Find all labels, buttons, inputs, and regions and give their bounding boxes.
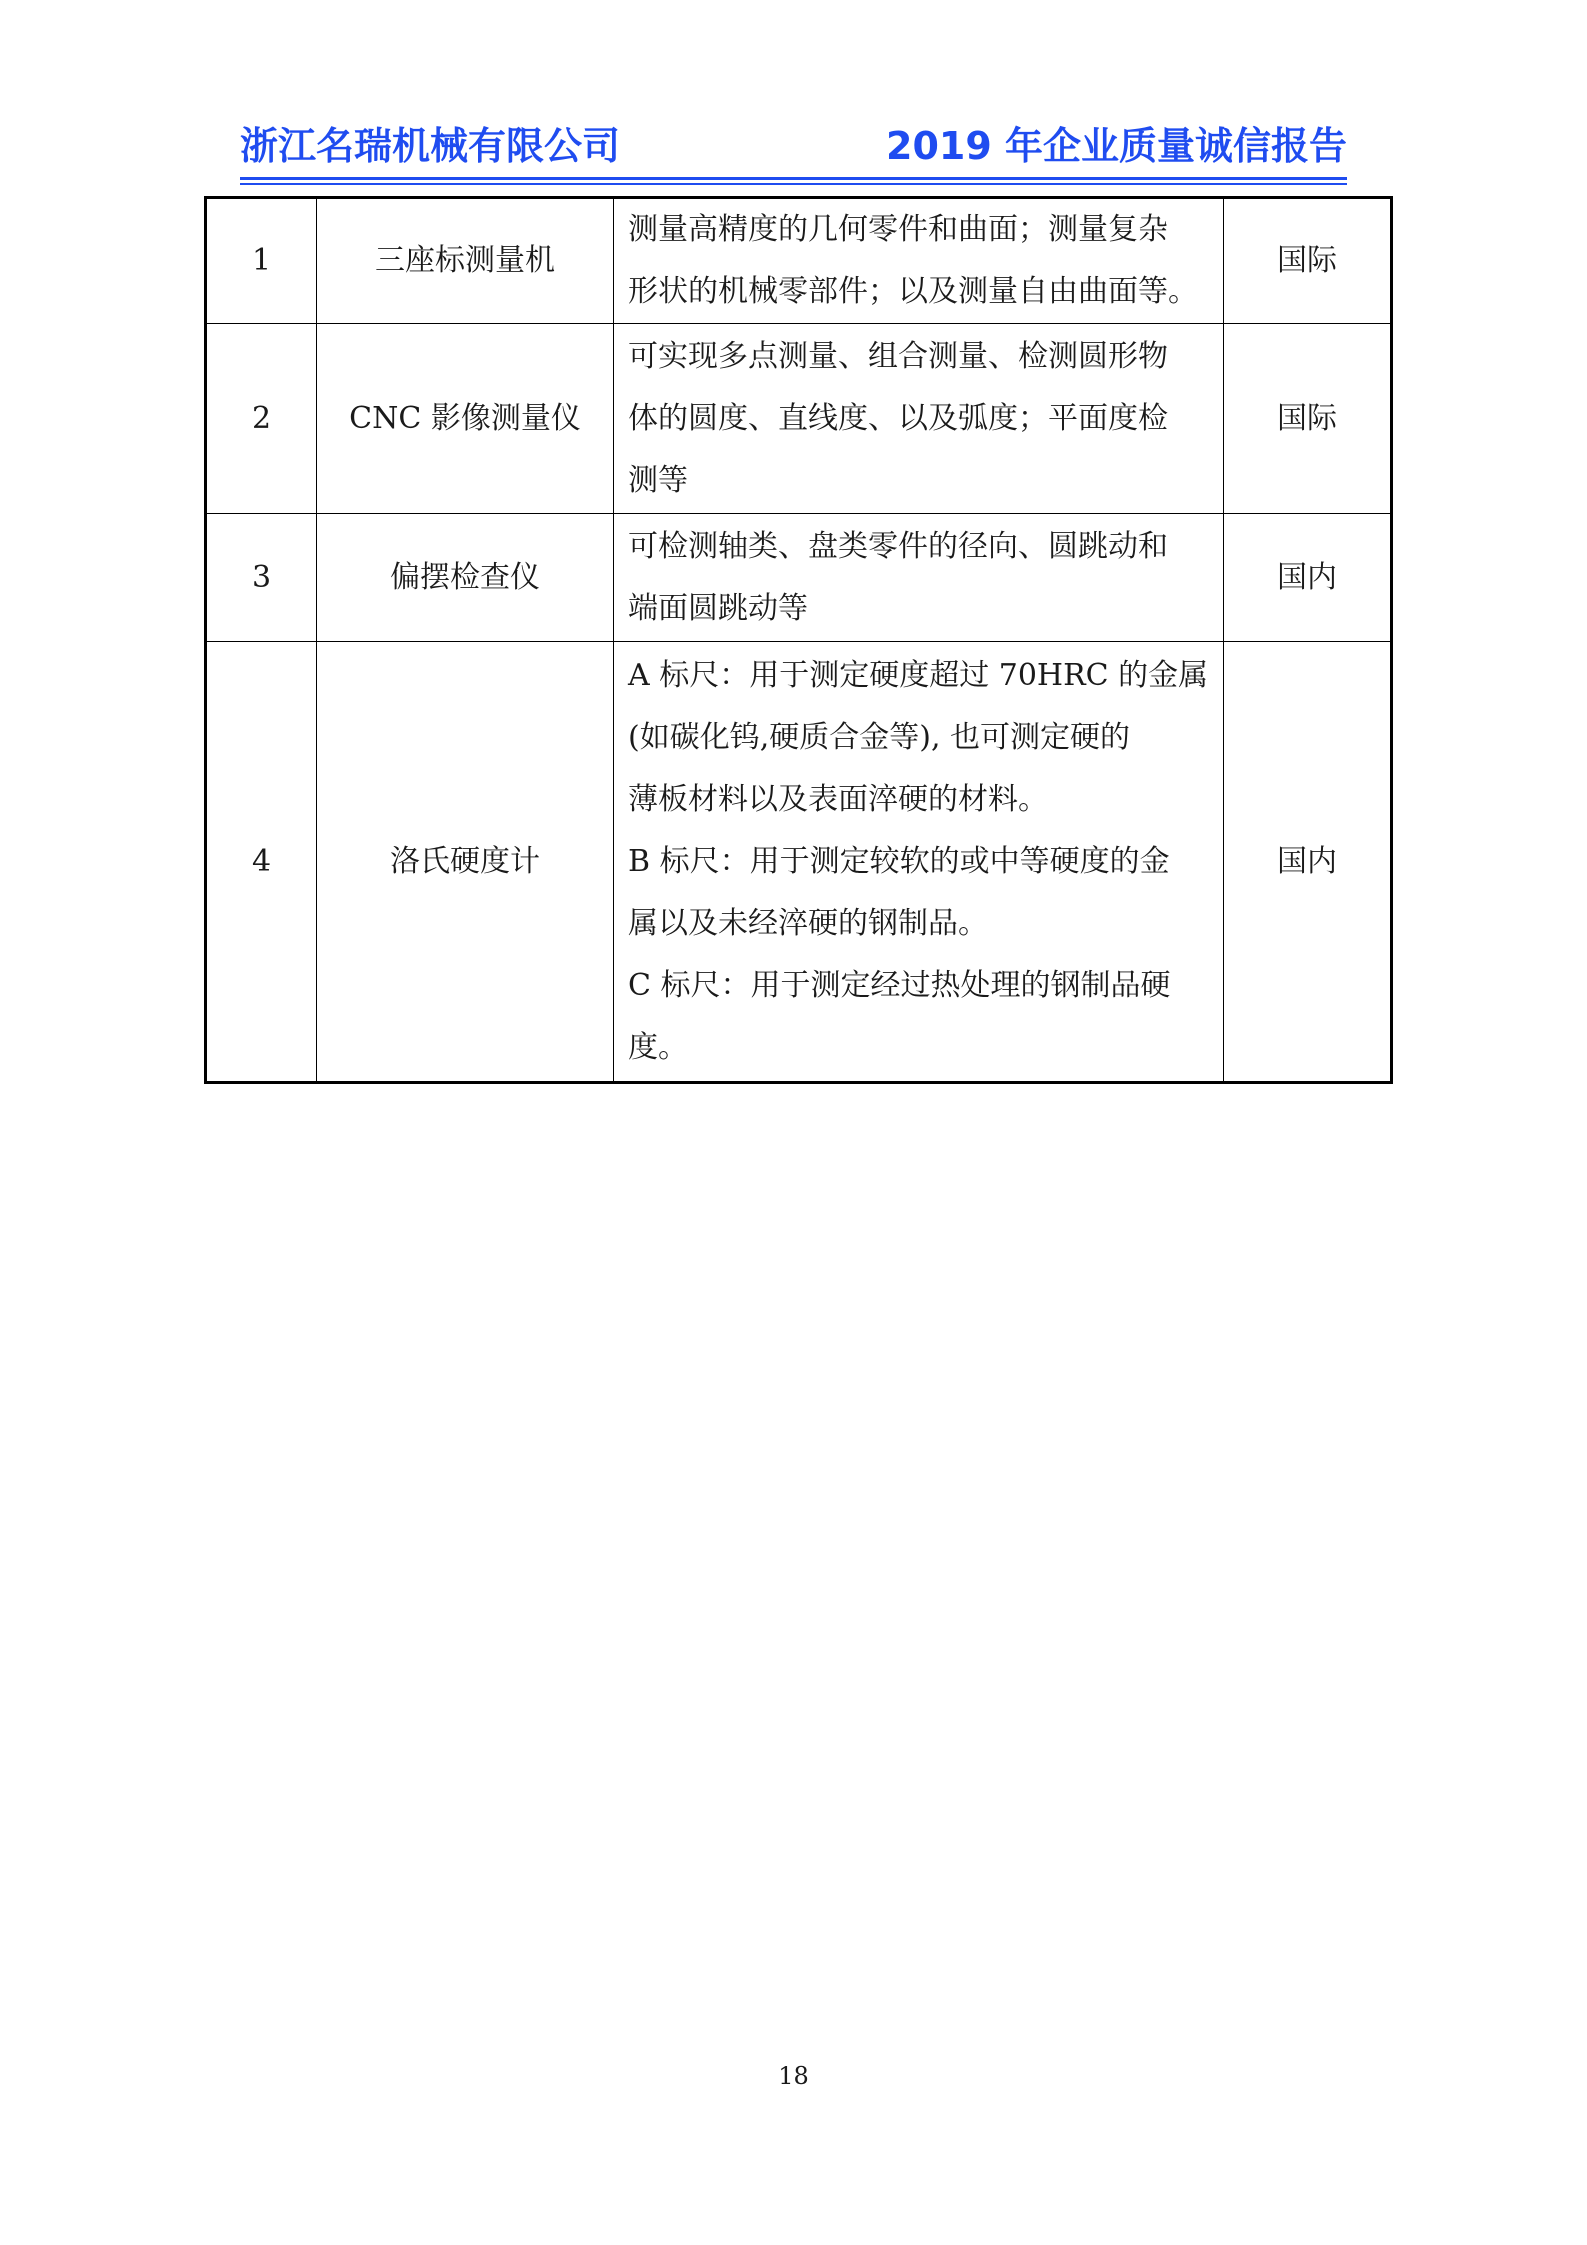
table-row [206, 324, 1392, 514]
description-line: 体的圆度、直线度、以及弧度；平面度检 [628, 400, 1168, 436]
description-line: 形状的机械零部件；以及测量自由曲面等。 [628, 274, 1198, 309]
description-line: 测等 [628, 462, 688, 498]
description-line: (如碳化钨,硬质合金等), 也可测定硬的 [628, 719, 1131, 755]
description-line: 测量高精度的几何零件和曲面；测量复杂 [628, 212, 1168, 247]
description-line: 度。 [628, 1029, 688, 1065]
equipment-name: 偏摆检查仪 [317, 514, 614, 642]
description-line: 薄板材料以及表面淬硬的材料。 [628, 781, 1048, 817]
table-row [206, 514, 1392, 642]
report-title: 2019 年企业质量诚信报告 [886, 124, 1347, 168]
table-row [206, 198, 1392, 324]
page-number: 18 [778, 2062, 809, 2090]
header-rule [240, 177, 1347, 180]
equipment-description [614, 514, 1224, 642]
equipment-level: 国际 [1224, 198, 1392, 324]
page-header [240, 118, 1347, 174]
table-row [206, 642, 1392, 1083]
description-line: 可检测轴类、盘类零件的径向、圆跳动和 [628, 528, 1168, 564]
equipment-table [204, 196, 1393, 1084]
row-number: 2 [206, 324, 317, 514]
company-name: 浙江名瑞机械有限公司 [240, 124, 621, 168]
equipment-level: 国内 [1224, 642, 1392, 1083]
description-line: C 标尺：用于测定经过热处理的钢制品硬 [628, 967, 1171, 1003]
equipment-description [614, 198, 1224, 324]
equipment-level: 国际 [1224, 324, 1392, 514]
header-rule-thin [240, 183, 1347, 185]
equipment-level: 国内 [1224, 514, 1392, 642]
description-line: 可实现多点测量、组合测量、检测圆形物 [628, 338, 1168, 374]
equipment-description [614, 642, 1224, 1083]
equipment-name: CNC 影像测量仪 [317, 324, 614, 514]
equipment-name: 三座标测量机 [317, 198, 614, 324]
description-line: 端面圆跳动等 [628, 590, 808, 626]
equipment-description [614, 324, 1224, 514]
row-number: 1 [206, 198, 317, 324]
description-line: 属以及未经淬硬的钢制品。 [628, 905, 988, 941]
equipment-name: 洛氏硬度计 [317, 642, 614, 1083]
description-line: B 标尺：用于测定较软的或中等硬度的金 [628, 843, 1170, 879]
row-number: 4 [206, 642, 317, 1083]
row-number: 3 [206, 514, 317, 642]
description-line: A 标尺：用于测定硬度超过 70HRC 的金属 [628, 657, 1209, 693]
